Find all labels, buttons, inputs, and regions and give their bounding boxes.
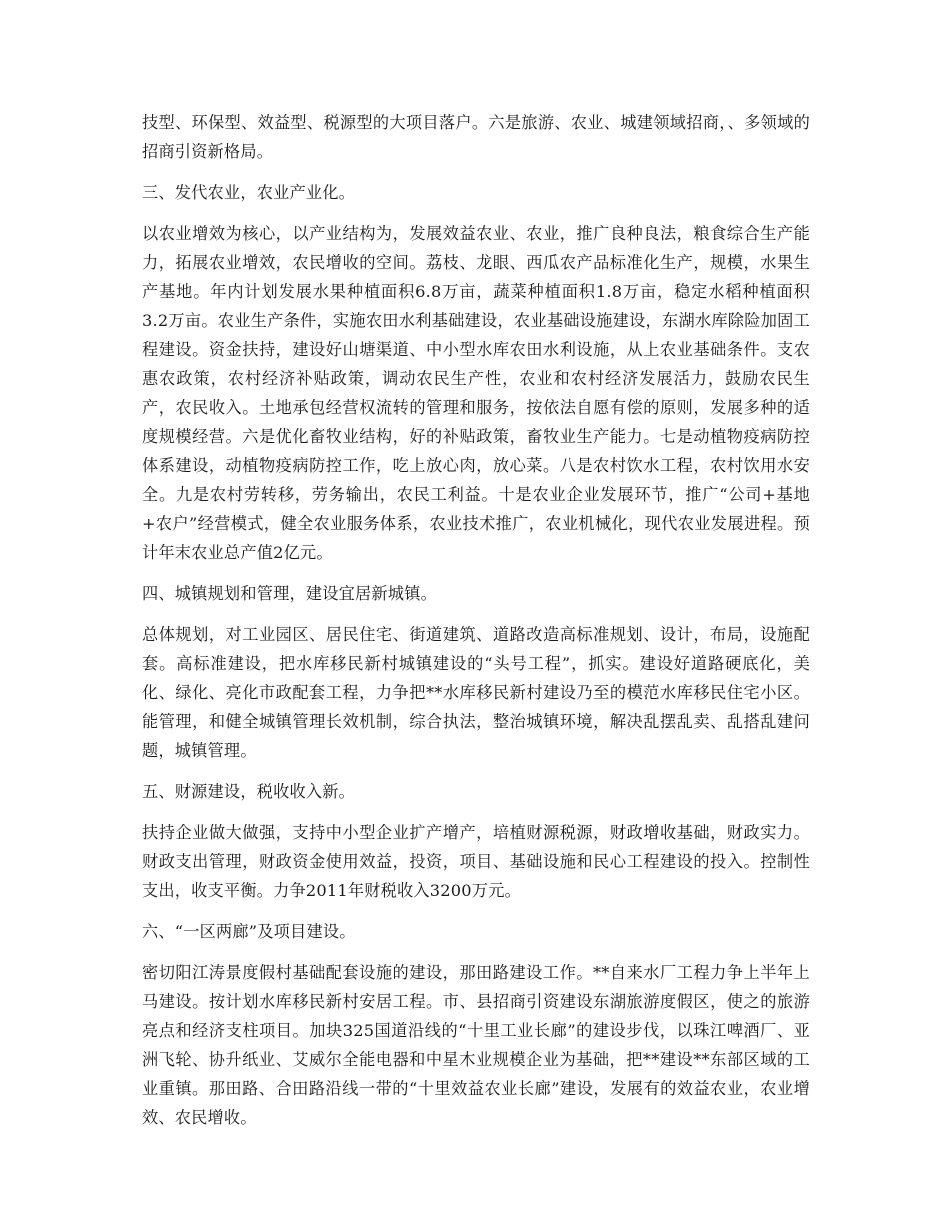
section-heading-projects: 六、“一区两廊”及项目建设。 [142,922,356,941]
document-page [142,108,810,1144]
paragraph-projects: 密切阳江涛景度假村基础配套设施的建设，那田路建设工作。**自来水厂工程力争上半年上马建设。按计划水库移民新村安居工程。市、县招商引资建设东湖旅游度假区，使之的旅游亮点和经济支柱项目。加块325国道沿线的“十里工业长廊”的建设步伐，以珠江啤酒厂、亚洲飞轮、协升纸业、艾威尔全能电器和中星木业规模企业为基础，把**建设**东部区域的工业重镇。那田路、合田路沿线一带的“十里效益农业长廊”建设，发展有的效益农业，农业增效、农民增收。 [142,963,810,1127]
section-heading-town-planning: 四、城镇规划和管理，建设宜居新城镇。 [142,584,437,603]
paragraph-agriculture: 以农业增效为核心，以产业结构为，发展效益农业、农业，推广良种良法，粮食综合生产能力，拓展农业增效，农民增收的空间。荔枝、龙眼、西瓜农产品标准化生产，规模，水果生产基地。年内计划发展水果种植面积6.8万亩，蔬菜种植面积1.8万亩，稳定水稻种植面积3.2万亩。农业生产条件，实施农田水利基础建设，农业基础设施建设，东湖水库除险加固工程建设。资金扶持，建设好山塘渠道、中小型水库农田水利设施，从上农业基础条件。支农惠农政策，农村经济补贴政策，调动农民生产性，农业和农村经济发展活力，鼓励农民生产，农民收入。土地承包经营权流转的管理和服务，按依法自愿有偿的原则，发展多种的适度规模经营。六是优化畜牧业结构，好的补贴政策，畜牧业生产能力。七是动植物疫病防控体系建设，动植物疫病防控工作，吃上放心肉，放心菜。八是农村饮水工程，农村饮用水安全。九是农村劳转移，劳务输出，农民工利益。十是农业企业发展环节，推广“公司+基地+农户”经营模式，健全农业服务体系，农业技术推广，农业机械化，现代农业发展进程。预计年末农业总产值2亿元。 [142,224,810,562]
section-heading-finance: 五、财源建设，税收收入新。 [142,782,356,801]
section-heading-agriculture: 三、发代农业，农业产业化。 [142,183,356,202]
paragraph-finance: 扶持企业做大做强，支持中小型企业扩产增产，培植财源税源，财政增收基础，财政实力。财政支出管理，财政资金使用效益，投资，项目、基础设施和民心工程建设的投入。控制性支出，收支平衡。力争2011年财税收入3200万元。 [142,823,810,900]
paragraph-investment-continuation: 技型、环保型、效益型、税源型的大项目落户。六是旅游、农业、城建领域招商，、多领域的招商引资新格局。 [142,113,810,161]
paragraph-town-planning: 总体规划，对工业园区、居民住宅、街道建筑、道路改造高标准规划、设计，布局，设施配套。高标准建设，把水库移民新村城镇建设的“头号工程”，抓实。建设好道路硬底化，美化、绿化、亮化市政配套工程，力争把**水库移民新村建设乃至的模范水库移民住宅小区。能管理，和健全城镇管理长效机制，综合执法，整治城镇环境，解决乱摆乱卖、乱搭乱建问题，城镇管理。 [142,625,810,760]
